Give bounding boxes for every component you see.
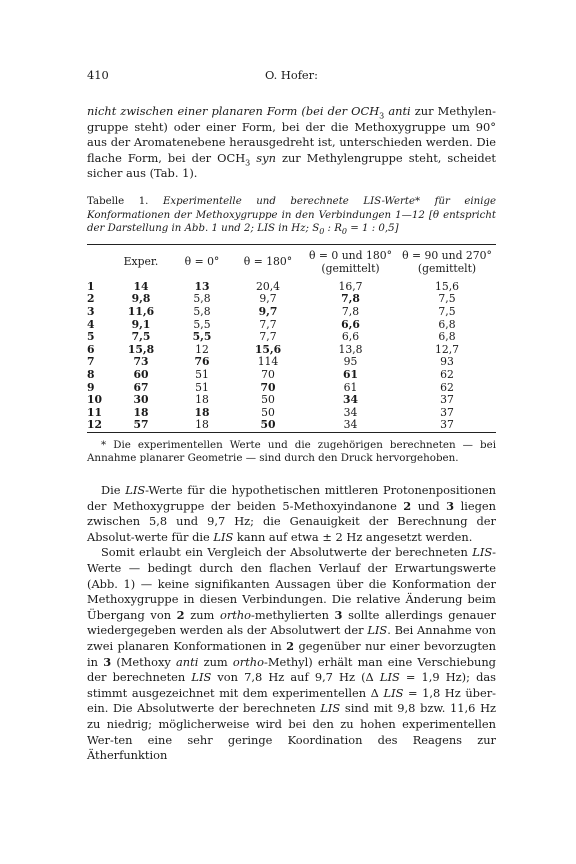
- table-cell: 11,6: [127, 304, 155, 318]
- text-span: LIS: [125, 483, 146, 498]
- table-cell: 30: [133, 393, 149, 407]
- header-nr: [87, 245, 111, 281]
- table-cell: 37: [440, 393, 454, 407]
- table-bottom-rule: [87, 432, 496, 433]
- text-span: ortho: [219, 607, 252, 622]
- table-cell: 37: [440, 418, 454, 432]
- caption-sub2: 0: [341, 227, 347, 237]
- table-cell: 9,7: [258, 304, 278, 318]
- text-span: kann auf etwa ± 2 Hz angesetzt werden.: [233, 529, 473, 544]
- table-cell-compound: 11: [87, 405, 103, 419]
- table-cell: 5,8: [193, 292, 211, 306]
- body-paragraph-2: [87, 545, 496, 763]
- table-cell: 67: [133, 380, 149, 394]
- running-head: O. Hofer:: [265, 68, 318, 82]
- caption-lead: Tabelle 1.: [87, 195, 163, 207]
- text-span: liegen zwischen 5,8 und 9,7 Hz; die Genauigkeit der Berechnung der Absolut-werte für die: [87, 498, 496, 544]
- table-cell: 95: [343, 355, 358, 369]
- text-span: anti: [176, 654, 199, 669]
- text-span: zum: [198, 654, 233, 669]
- text-span: sind mit 9,8 bzw. 11,6 Hz zu niedrig; möglicherweise wird bei den zu hohen experimentellen Wer-ten eine sehr geringe Koordination des Reagens zur Ätherfunktion: [87, 701, 497, 763]
- table-row: [87, 394, 496, 407]
- table-cell: 15,8: [127, 342, 155, 356]
- text-span: LIS: [191, 670, 212, 685]
- table-cell: 51: [195, 380, 209, 394]
- text-span: Die: [101, 483, 126, 498]
- table-caption: [87, 195, 496, 236]
- text-span: und: [411, 498, 447, 513]
- table-cell: 13: [194, 279, 210, 293]
- text-span: = 1,8 Hz über-ein. Die Absolutwerte der berechneten: [87, 685, 497, 716]
- table-cell-compound: 4: [87, 317, 95, 331]
- table-cell: 18: [195, 393, 209, 407]
- table-row: [87, 419, 496, 432]
- text-span: (Methoxy: [111, 654, 177, 669]
- header-theta-0: θ = 0°: [184, 255, 220, 269]
- text-span: LIS: [213, 529, 234, 544]
- table-row: [87, 369, 496, 382]
- table-cell: 62: [440, 380, 454, 394]
- header-theta-180: θ = 180°: [243, 255, 293, 269]
- intro-text-6: zur Methylengruppe steht, scheidet sicher aus (Tab. 1).: [87, 150, 496, 181]
- table-cell: 18: [194, 405, 210, 419]
- page-header: [87, 68, 496, 88]
- text-span: = 1,9 Hz); das stimmt ausgezeichnet mit dem experimentellen Δ: [87, 670, 496, 700]
- table-cell: 7,8: [341, 304, 360, 318]
- table-cell: 9,8: [131, 292, 151, 306]
- table-cell: 34: [343, 405, 358, 419]
- table-cell: 12: [195, 342, 209, 356]
- text-span: 2: [286, 639, 295, 653]
- text-span: 3: [334, 607, 343, 622]
- intro-text-2: anti: [384, 104, 411, 118]
- data-table: [87, 245, 496, 432]
- page-number: 410: [87, 68, 109, 82]
- text-span: -Werte — bedingt durch den flachen Verlauf der Erwartungswerte (Abb. 1) — keine signifikanten Aussagen über die Konformation der Methoxygruppe in diesen Verbindungen. Die relative Änderung beim Übergang von: [87, 545, 496, 622]
- table-header-row: [87, 245, 496, 281]
- text-span: LIS: [320, 701, 341, 716]
- table-cell-compound: 9: [87, 380, 95, 394]
- text-span: zum: [184, 607, 220, 622]
- text-span: 2: [403, 498, 412, 513]
- header-theta-0-180: θ = 0 und 180° (gemittelt): [309, 249, 392, 275]
- table-cell: 7,7: [259, 330, 277, 344]
- text-span: -Methyl) erhält man eine Verschiebung der berechneten: [87, 654, 496, 685]
- table-cell: 14: [133, 279, 149, 293]
- table-cell: 7,7: [259, 317, 277, 331]
- table-cell: 12,7: [434, 342, 460, 356]
- table-cell: 20,4: [255, 279, 281, 293]
- table-cell: 50: [261, 405, 275, 419]
- table-cell: 114: [257, 355, 279, 369]
- table-cell: 7,8: [341, 292, 360, 306]
- table-row: [87, 331, 496, 344]
- table-cell: 7,5: [438, 292, 456, 306]
- table-cell-compound: 10: [87, 393, 103, 407]
- table-body: [87, 281, 496, 432]
- table-cell: 6,8: [438, 330, 456, 344]
- table-footnote: * Die experimentellen Werte und die zugehörigen berechneten — bei Annahme planarer Geometrie — sind durch den Druck hervorgehoben.: [87, 438, 496, 465]
- table-cell: 16,7: [338, 279, 363, 293]
- table-cell: 9,7: [259, 292, 277, 306]
- table-cell-compound: 5: [87, 330, 95, 344]
- intro-sub-1: 3: [379, 111, 385, 121]
- table-cell: 34: [342, 393, 359, 407]
- table-cell-compound: 8: [87, 367, 95, 381]
- table-cell: 50: [261, 393, 275, 407]
- intro-sub-4: 3: [245, 158, 251, 168]
- text-span: -methylierten: [251, 607, 335, 622]
- table-cell: 15,6: [254, 342, 282, 356]
- table-cell: 7,5: [438, 304, 456, 318]
- table-cell: 15,6: [434, 279, 460, 293]
- text-span: LIS: [472, 545, 493, 560]
- table-cell-compound: 6: [87, 342, 95, 356]
- table-cell-compound: 2: [87, 292, 95, 306]
- caption-mid: : R: [324, 223, 342, 235]
- text-span: 3: [446, 498, 455, 513]
- table-cell: 37: [440, 405, 454, 419]
- table-cell: 5,8: [193, 304, 211, 318]
- table-cell: 70: [260, 380, 276, 394]
- table-cell: 6,8: [438, 317, 456, 331]
- text-span: Somit erlaubt ein Vergleich der Absolutwerte der berechneten: [101, 545, 473, 560]
- text-span: LIS: [379, 670, 400, 685]
- table-cell: 5,5: [192, 330, 212, 344]
- table-row: [87, 306, 496, 319]
- table-cell: 61: [342, 367, 359, 381]
- data-table-wrapper: [87, 244, 496, 433]
- table-cell: 73: [133, 355, 149, 369]
- table-cell: 50: [260, 418, 276, 432]
- text-span: LIS: [367, 623, 388, 638]
- intro-paragraph: [87, 104, 496, 182]
- text-span: 2: [176, 607, 185, 622]
- intro-text-3: zur Methylen-gruppe steht) oder einer Form, bei der die Methoxygruppe um 90° aus der Aromatenebene herausgedreht ist, unterschieden werden. Die flache Form, bei der OCH: [87, 104, 496, 165]
- text-span: gegenüber nur einer bevorzugten in: [87, 639, 496, 669]
- text-span: ortho: [232, 654, 264, 669]
- header-exper: Exper.: [123, 255, 159, 269]
- table-cell: 57: [133, 418, 149, 432]
- table-cell: 34: [343, 418, 358, 432]
- table-cell: 62: [440, 367, 454, 381]
- table-cell: 61: [343, 380, 358, 394]
- caption-sub: 0: [319, 227, 325, 237]
- table-cell: 18: [195, 418, 209, 432]
- table-cell: 7,5: [131, 330, 151, 344]
- table-cell: 13,8: [338, 342, 363, 356]
- body-paragraph-1: [87, 483, 496, 545]
- caption-end: = 1 : 0,5]: [346, 223, 399, 235]
- table-cell-compound: 1: [87, 279, 95, 293]
- text-span: -Werte für die hypothetischen mittleren Protonenpositionen der Methoxygruppe der beiden 5-Methoxyindanone: [87, 483, 496, 513]
- table-cell-compound: 12: [87, 418, 103, 432]
- table-cell: 51: [195, 367, 209, 381]
- table-cell: 6,6: [341, 330, 360, 344]
- text-span: sollte allerdings genauer wiedergegeben werden als der Absolutwert der: [87, 607, 496, 638]
- caption-text: Experimentelle und berechnete LIS-Werte* für einige Konformationen der Methoxygruppe in den Verbindungen 1—12 [θ entspricht der Darstellung in Abb. 1 und 2; LIS in Hz; S: [87, 195, 497, 235]
- text-span: LIS: [383, 685, 404, 700]
- table-cell: 6,6: [341, 317, 360, 331]
- table-cell: 76: [194, 355, 210, 369]
- header-theta-90-270: θ = 90 und 270° (gemittelt): [402, 249, 492, 275]
- intro-text-0: nicht zwischen einer planaren Form (bei der OCH: [87, 104, 380, 118]
- text-span: von 7,8 Hz auf 9,7 Hz (Δ: [211, 670, 380, 685]
- text-span: . Bei Annahme von zwei planaren Konformationen in: [87, 623, 496, 653]
- table-cell: 5,5: [193, 317, 211, 331]
- table-cell-compound: 7: [87, 355, 95, 369]
- table-cell: 93: [440, 355, 454, 369]
- intro-text-5: syn: [250, 150, 276, 165]
- table-cell: 18: [133, 405, 149, 419]
- table-cell: 60: [133, 367, 149, 381]
- table-cell: 9,1: [131, 317, 151, 331]
- text-span: 3: [103, 654, 112, 669]
- table-cell: 70: [261, 367, 275, 381]
- table-cell-compound: 3: [87, 304, 95, 318]
- page: [87, 68, 496, 764]
- body-text: [87, 483, 496, 764]
